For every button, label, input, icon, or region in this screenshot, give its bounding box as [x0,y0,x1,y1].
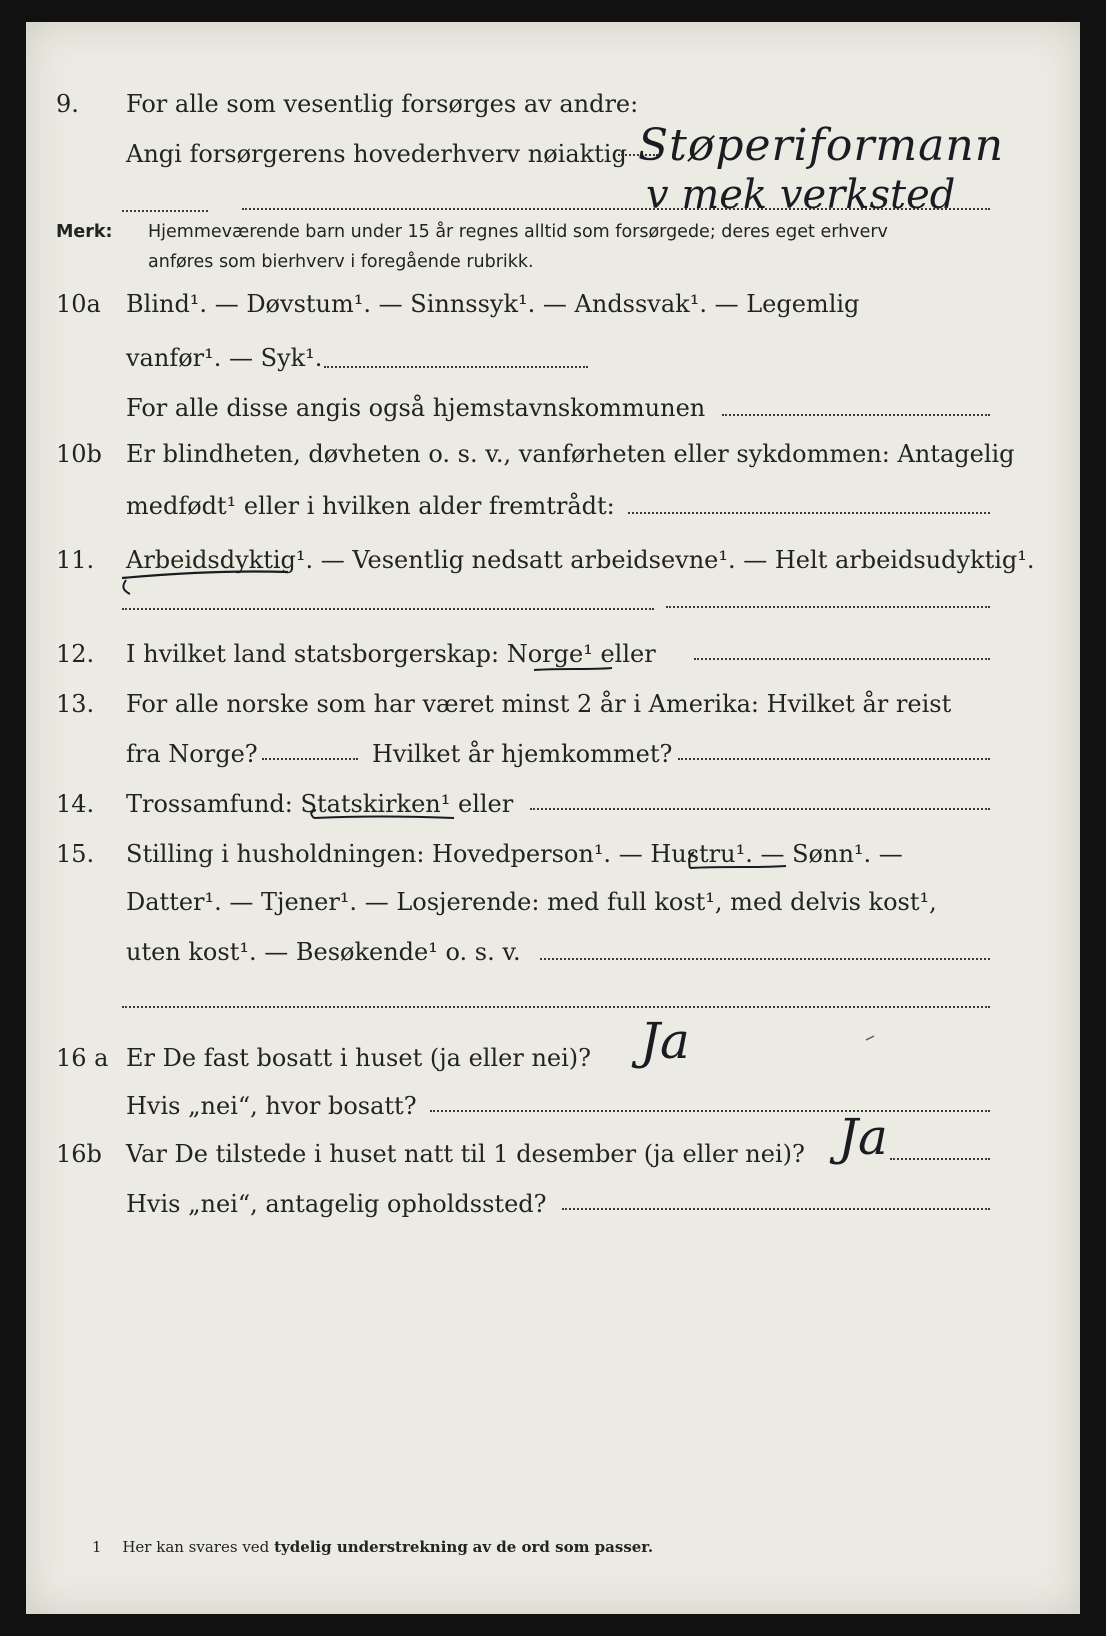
question-text: For alle disse angis også hjemstavnskommunen [126,394,706,422]
note-line-2: anføres som bierhverv i foregående rubrikk. [148,252,534,272]
question-text: Er blindheten, døvheten o. s. v., vanførheten eller sykdommen: Antagelig [126,440,1015,468]
question-number: 9. [56,90,79,118]
footnote [92,1538,653,1556]
question-text: fra Norge? [126,740,258,768]
handwritten-answer: Ja [640,1012,690,1070]
question-text: uten kost¹. — Besøkende¹ o. s. v. [126,938,521,966]
question-number: 12. [56,640,95,668]
question-number: 10a [56,290,101,318]
question-text: Hvilket år hjemkommet? [372,740,673,768]
question-text: For alle norske som har været minst 2 år i Amerika: Hvilket år reist [126,690,952,718]
question-text: Trossamfund: Statskirken¹ eller [126,790,514,818]
question-text: Angi forsørgerens hovederhverv nøiaktig [126,140,627,168]
note-text: Hjemmeværende barn under 15 år regnes alltid som forsørgede; deres eget erhverv [148,222,888,242]
footnote-text-bold: av de ord som passer. [472,1538,654,1556]
question-number: 10b [56,440,102,468]
handwritten-answer: Ja [838,1108,888,1166]
handwritten-answer: Støperiformann [638,120,1005,171]
handwritten-underlines [26,22,1080,1614]
question-text: Arbeidsdyktig¹. — Vesentlig nedsatt arbeidsevne¹. — Helt arbeidsudyktig¹. [126,546,1035,574]
note-label: Merk: [56,222,113,242]
question-text: I hvilket land statsborgerskap: Norge¹ eller [126,640,656,668]
footnote-mark: 1 [92,1538,102,1556]
handwritten-answer: v mek verksted [646,172,956,218]
question-number: 16 a [56,1044,109,1072]
question-number: 11. [56,546,95,574]
question-text: Stilling i husholdningen: Hovedperson¹. — Hustru¹. — Sønn¹. — [126,840,903,868]
question-text: Hvis „nei“, antagelig opholdssted? [126,1190,547,1218]
census-form-page [26,22,1080,1614]
question-number: 14. [56,790,95,818]
question-number: 16b [56,1140,102,1168]
question-text: medfødt¹ eller i hvilken alder fremtrådt: [126,492,615,520]
question-text: Datter¹. — Tjener¹. — Losjerende: med full kost¹, med delvis kost¹, [126,888,937,916]
question-text: Var De tilstede i huset natt til 1 desember (ja eller nei)? [126,1140,805,1168]
footnote-text: Her kan svares ved [122,1538,270,1556]
question-text: Er De fast bosatt i huset (ja eller nei)? [126,1044,592,1072]
question-text: vanfør¹. — Syk¹. [126,344,323,372]
question-text: For alle som vesentlig forsørges av andre: [126,90,639,118]
question-number: 13. [56,690,95,718]
question-number: 15. [56,840,95,868]
question-text: Blind¹. — Døvstum¹. — Sinnssyk¹. — Andssvak¹. — Legemlig [126,290,860,318]
question-text: Hvis „nei“, hvor bosatt? [126,1092,417,1120]
footnote-text-bold: tydelig understrekning [274,1538,468,1556]
